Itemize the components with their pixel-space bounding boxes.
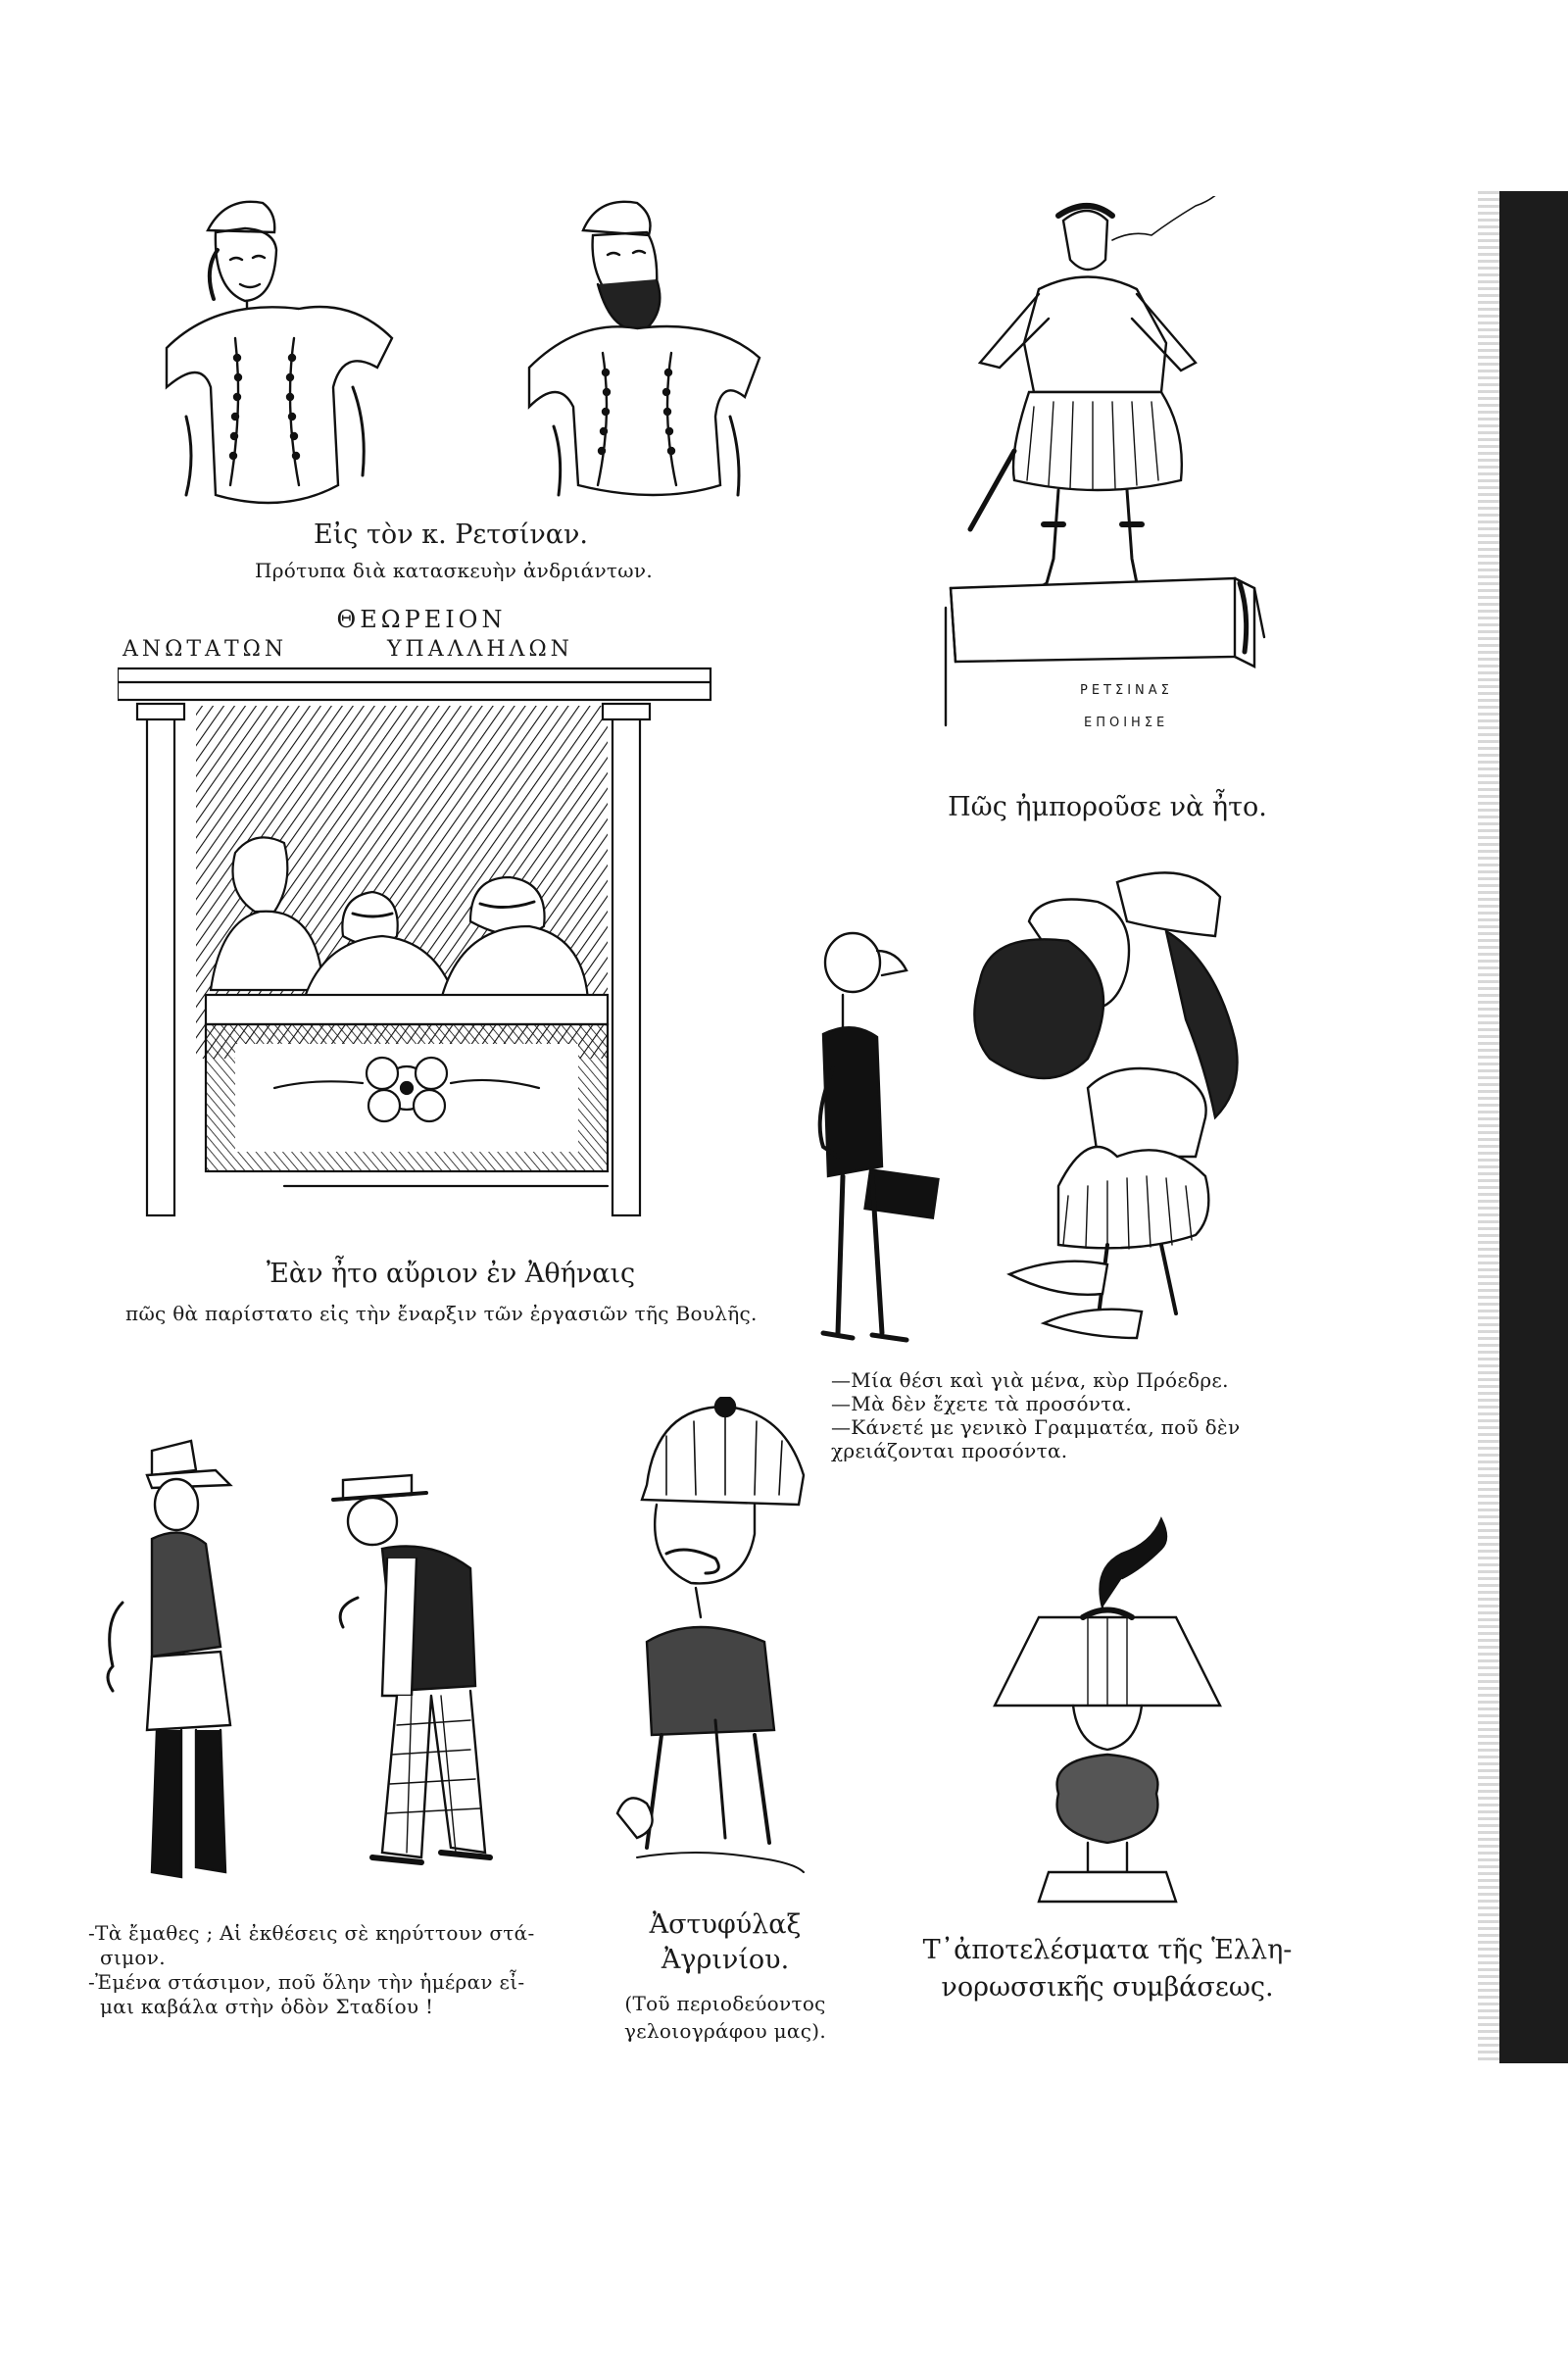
binding-edge [1499, 191, 1568, 2063]
policeman-sub-1: (Τοῦ περιοδεύοντος [624, 1992, 826, 2015]
athens-title: Ἐὰν ἦτο αὔριον ἐν Ἀθήναις [266, 1259, 636, 1289]
theatre-sign-3: ΥΠΑΛΛΗΛΩΝ [387, 637, 573, 662]
bust-left-illustration [127, 191, 402, 515]
retsinan-title: Εἰς τὸν κ. Ρετσίναν. [314, 520, 588, 550]
bust-right-illustration [500, 191, 774, 505]
statue-illustration [941, 196, 1274, 765]
president-dialog-line-1: —Μία θέσι καὶ γιὰ μένα, κὺρ Πρόεδρε. [831, 1368, 1229, 1392]
policeman-title-2: Ἀγρινίου. [661, 1945, 790, 1975]
president-dialog [831, 1368, 1240, 1462]
policeman-illustration [608, 1397, 823, 1887]
theatre-sign-1: ΘΕΩΡΕΙΟΝ [336, 606, 507, 633]
stadium-dialog-line-1: -Τὰ ἔμαθες ; Αἱ ἐκθέσεις σὲ κηρύττουν στά- [88, 1921, 535, 1945]
president-dialog-line-2: —Μὰ δὲν ἔχετε τὰ προσόντα. [831, 1392, 1133, 1415]
stadium-dialog-line-3: -Ἐμένα στάσιμον, ποῦ ὅλην τὴν ἡμέραν εἶ- [88, 1970, 525, 1994]
officer-illustration [83, 1431, 260, 1892]
petitioner-illustration [784, 921, 960, 1353]
president-dialog-line-3: —Κάνετέ με γενικὸ Γραμματέα, ποῦ δὲν [831, 1415, 1241, 1439]
policeman-title-1: Ἀστυφύλαξ [649, 1909, 802, 1940]
statue-sign-line-1: ΡΕΤΣΙΝΑΣ [1080, 683, 1173, 698]
oil-lamp-illustration [990, 1509, 1225, 1921]
lamp-caption-2: νορωσσικῆς συμβάσεως. [941, 1972, 1274, 2003]
theatre-sign-2: ΑΝΩΤΑΤΩΝ [122, 637, 288, 662]
stadium-dialog-line-2: σιμον. [100, 1946, 166, 1969]
statue-sign-line-2: ΕΠΟΙΗΣΕ [1084, 716, 1169, 730]
bearded-man-illustration [970, 863, 1254, 1343]
stadium-dialog-line-4: μαι καβάλα στὴν ὁδὸν Σταδίου ! [100, 1995, 434, 2018]
lamp-caption-1: Τ᾽ἀποτελέσματα τῆς Ἑλλη- [922, 1935, 1293, 1965]
civilian-illustration [314, 1460, 500, 1892]
president-dialog-line-4: χρειάζονται προσόντα. [831, 1439, 1068, 1462]
statue-caption: Πῶς ἠμποροῦσε νὰ ἦτο. [948, 792, 1267, 822]
retsinan-subtitle: Πρότυπα διὰ κατασκευὴν ἀνδριάντων. [255, 559, 654, 582]
stadium-dialog [88, 1921, 535, 2019]
athens-subtitle: πῶς θὰ παρίστατο εἰς τὴν ἔναρξιν τῶν ἐργασιῶν τῆς Βουλῆς. [125, 1302, 758, 1325]
theatre-box-illustration [118, 657, 715, 1235]
policeman-sub-2: γελοιογράφου μας). [624, 2019, 826, 2043]
